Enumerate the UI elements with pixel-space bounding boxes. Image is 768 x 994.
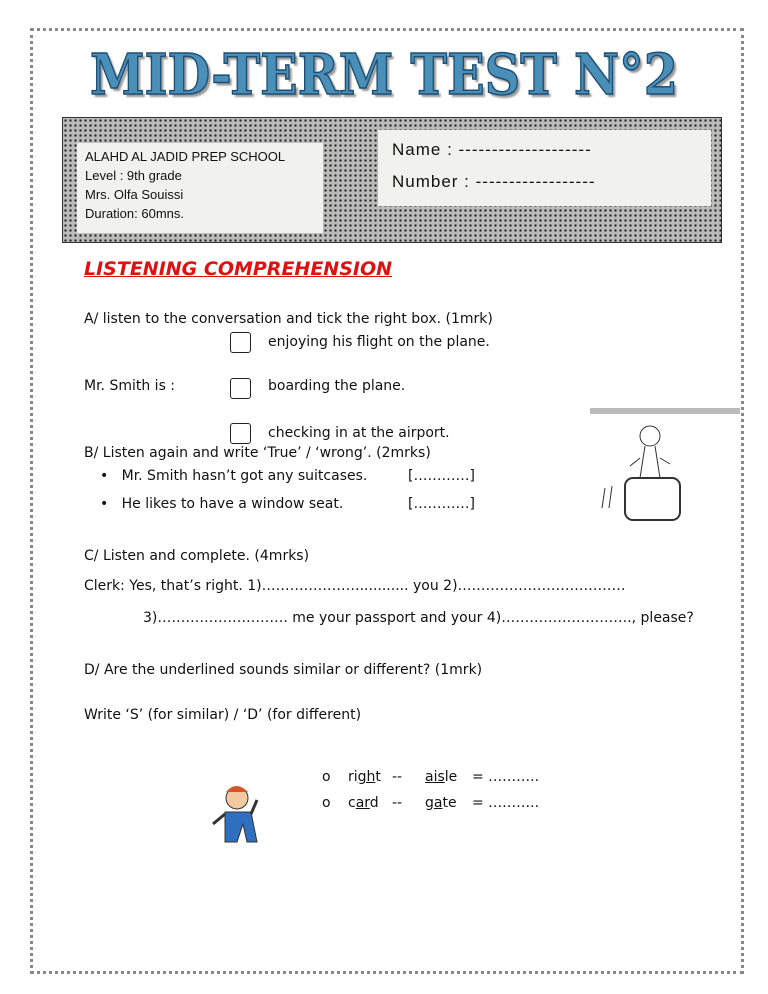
word-2: gate	[425, 795, 457, 811]
instruction-a: A/ listen to the conversation and tick the right box. (1mrk)	[84, 311, 493, 327]
subject-label: Mr. Smith is :	[84, 378, 176, 394]
header-box	[62, 117, 722, 243]
school-info	[77, 143, 323, 233]
instruction-b: B/ Listen again and write ‘True’ / ‘wrong’. (2mrks)	[84, 445, 431, 461]
complete-line-2[interactable]: 3)………………………. me your passport and your 4)………………………., please?	[143, 610, 694, 626]
word-1: card	[348, 795, 379, 811]
separator: --	[392, 795, 403, 811]
checkbox-option-1[interactable]	[230, 332, 251, 353]
boy-on-suitcase-illustration	[590, 408, 740, 528]
statement-text: Mr. Smith hasn’t got any suitcases.	[121, 468, 368, 484]
answer-blank-1[interactable]: […………]	[408, 468, 475, 484]
listening-boy-illustration	[195, 782, 275, 862]
section-heading: LISTENING COMPREHENSION	[84, 258, 393, 280]
number-field[interactable]: Number : ------------------	[392, 172, 596, 191]
level: Level : 9th grade	[85, 168, 182, 183]
instruction-c: C/ Listen and complete. (4mrks)	[84, 548, 310, 564]
word-1: right	[348, 769, 381, 785]
statement-1: • Mr. Smith hasn’t got any suitcases.	[100, 468, 368, 484]
student-info	[378, 130, 711, 206]
instruction-d: D/ Are the underlined sounds similar or different? (1mrk)	[84, 662, 483, 678]
complete-line-1[interactable]: Clerk: Yes, that’s right. 1)…………………........... you 2)………………………………	[84, 578, 626, 594]
answer-blank[interactable]: = ………..	[472, 769, 540, 785]
teacher: Mrs. Olfa Souissi	[85, 187, 184, 202]
word-2: aisle	[425, 769, 458, 785]
name-field[interactable]: Name : --------------------	[392, 140, 592, 159]
bullet: o	[322, 769, 331, 785]
page-title: MID-TERM TEST N°2	[89, 42, 679, 108]
bullet: o	[322, 795, 331, 811]
statement-text: He likes to have a window seat.	[121, 496, 344, 512]
school-name: ALAHD AL JADID PREP SCHOOL	[85, 149, 286, 164]
checkbox-option-3[interactable]	[230, 423, 251, 444]
option-2: boarding the plane.	[268, 378, 406, 394]
separator: --	[392, 769, 403, 785]
answer-blank-2[interactable]: […………]	[408, 496, 475, 512]
option-3: checking in at the airport.	[268, 425, 450, 441]
answer-blank[interactable]: = ………..	[472, 795, 540, 811]
option-1: enjoying his flight on the plane.	[268, 334, 490, 350]
duration: Duration: 60mns.	[85, 206, 184, 221]
checkbox-option-2[interactable]	[230, 378, 251, 399]
instruction-d-note: Write ‘S’ (for similar) / ‘D’ (for different)	[84, 707, 362, 723]
statement-2: • He likes to have a window seat.	[100, 496, 344, 512]
